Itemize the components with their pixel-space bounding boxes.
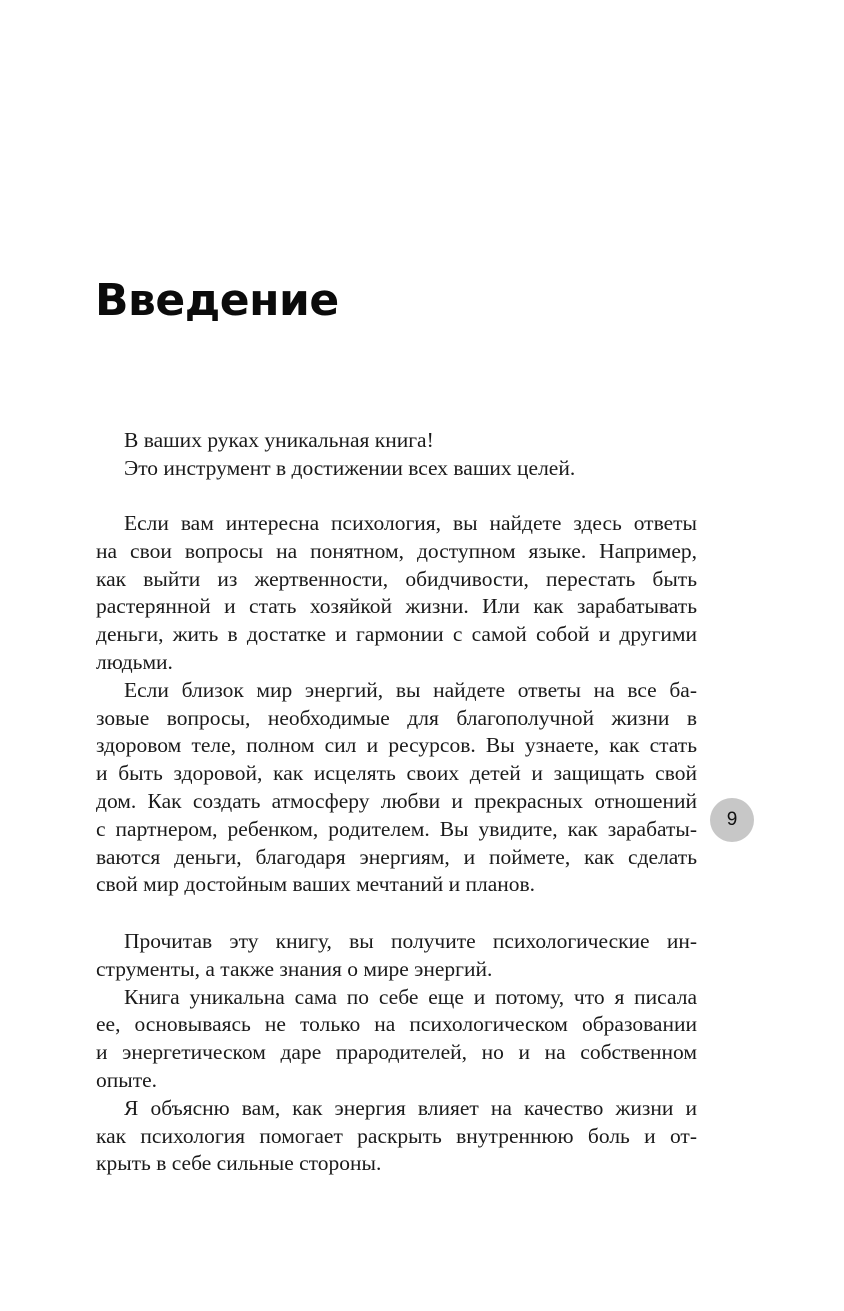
text-line: Книга уникальна сама по себе еще и потому, что я писала: [124, 984, 697, 1009]
page-number-badge: [710, 798, 754, 842]
text-line: ее, основываясь не только на психологическом образовании: [96, 1012, 697, 1037]
intro-block: [96, 427, 697, 483]
intro-line: В ваших руках уникальная книга!: [124, 428, 434, 452]
paragraph-book-value: [96, 928, 697, 1178]
text-line: здоровом теле, полном сил и ресурсов. Вы узнаете, как стать: [96, 733, 697, 758]
text-line: людьми.: [96, 649, 173, 674]
paragraph-psychology: [96, 510, 697, 899]
text-line: Если вам интересна психология, вы найдете здесь ответы: [124, 511, 697, 535]
text-line: зовые вопросы, необходимые для благополучной жизни в: [96, 705, 697, 730]
text-line: дом. Как создать атмосферу любви и прекрасных отношений: [96, 788, 697, 813]
text-line: опыте.: [96, 1067, 158, 1092]
text-line: и энергетическом даре прародителей, но и на собственном: [96, 1040, 697, 1065]
text-line: как выйти из жертвенности, обидчивости, перестать быть: [96, 566, 697, 591]
text-line: и быть здоровой, как исцелять своих детей и защищать свой: [96, 761, 697, 786]
text-line: крыть в себе сильные стороны.: [96, 1151, 382, 1176]
text-line: на свои вопросы на понятном, доступном языке. Например,: [96, 538, 697, 563]
text-line: как психология помогает раскрыть внутреннюю боль и от-: [96, 1123, 697, 1148]
intro-line: Это инструмент в достижении всех ваших целей.: [124, 455, 576, 480]
page-number: 9: [726, 809, 738, 830]
text-line: Я объясню вам, как энергия влияет на качество жизни и: [124, 1095, 697, 1120]
text-line: Прочитав эту книгу, вы получите психологические ин-: [124, 929, 697, 953]
text-line: ваются деньги, благодаря энергиям, и поймете, как сделать: [96, 844, 697, 869]
chapter-title: Введение: [95, 275, 339, 326]
text-line: Если близок мир энергий, вы найдете ответы на все ба-: [124, 677, 697, 702]
text-line: растерянной и стать хозяйкой жизни. Или как зарабатывать: [96, 594, 697, 619]
text-line: с партнером, ребенком, родителем. Вы увидите, как зарабаты-: [96, 816, 697, 841]
text-line: деньги, жить в достатке и гармонии с самой собой и другими: [96, 622, 697, 647]
text-line: струменты, а также знания о мире энергий.: [96, 956, 493, 981]
text-line: свой мир достойным ваших мечтаний и планов.: [96, 872, 536, 897]
